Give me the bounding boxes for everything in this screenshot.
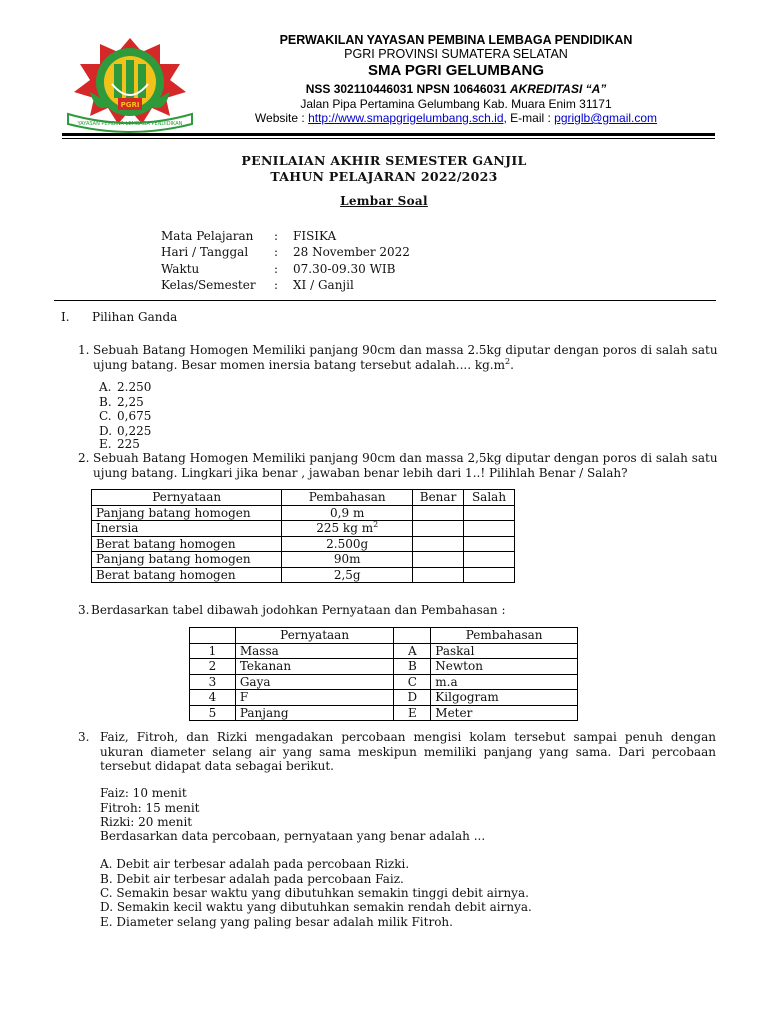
true-cell[interactable] xyxy=(413,567,464,583)
table-row xyxy=(92,552,515,568)
foundation-name: PERWAKILAN YAYASAN PEMBINA LEMBAGA PENDIDIKAN xyxy=(279,33,633,47)
province-name: PGRI PROVINSI SUMATERA SELATAN xyxy=(344,47,568,61)
true-cell[interactable] xyxy=(413,552,464,568)
table-row xyxy=(92,521,515,537)
q4-question: Berdasarkan data percobaan, pernyataan yang benar adalah ... xyxy=(100,829,486,843)
section-number: I. xyxy=(61,310,70,324)
q1-line2: ujung batang. Besar momen inersia batang tersebut adalah.... $kg.m^2$. xyxy=(93,356,514,372)
table-row xyxy=(190,643,578,659)
table-header: Pembahasan xyxy=(431,628,578,644)
section-title: Pilihan Ganda xyxy=(92,310,178,324)
discussion-cell: Paskal xyxy=(431,643,578,659)
contact-line: Website : http://www.smapgrigelumbang.sch.id, E-mail : pgriglb@gmail.com xyxy=(254,111,658,125)
table-row xyxy=(190,674,578,690)
false-cell[interactable] xyxy=(464,567,515,583)
q4-paragraph: Faiz, Fitroh, dan Rizki mengadakan percobaan mengisi kolam tersebut sampai penuh dengan ukuran diameter selang air yang sama meskipun memiliki panjang yang sama. Dari percobaan tersebut didapat data sebagai berikut. xyxy=(100,730,716,773)
answer-letter: C xyxy=(394,674,431,690)
q2-line1: Sebuah Batang Homogen Memiliki panjang 90cm dan massa 2,5kg diputar dengan poros di salah satu xyxy=(93,451,718,465)
table-row xyxy=(92,505,515,521)
q2-line2: ujung batang. Lingkari jika benar , jawaban benar lebih dari 1..! Pilihlah Benar / Salah? xyxy=(93,465,628,480)
q4-option: B. Debit air terbesar adalah pada percobaan Faiz. xyxy=(100,871,404,886)
q4-number: 3. xyxy=(78,730,90,744)
q2-number: 2. xyxy=(78,451,90,465)
info-row: Waktu : 07.30-09.30 WIB xyxy=(161,261,396,276)
discussion-cell: m.a xyxy=(431,674,578,690)
row-number: 3 xyxy=(190,674,236,690)
info-rule xyxy=(54,300,716,301)
q4-data-item: Fitroh: 15 menit xyxy=(100,800,200,815)
answer-letter: A xyxy=(394,643,431,659)
exam-year: TAHUN PELAJARAN 2022/2023 xyxy=(270,169,498,184)
row-number: 5 xyxy=(190,705,236,721)
q4-option: E. Diameter selang yang paling besar adalah milik Fitroh. xyxy=(100,914,453,929)
statement-cell: Berat batang homogen xyxy=(92,567,282,583)
row-number: 1 xyxy=(190,643,236,659)
school-address: Jalan Pipa Pertamina Gelumbang Kab. Muara Enim 31171 xyxy=(300,97,612,111)
q4-option: A. Debit air terbesar adalah pada percobaan Rizki. xyxy=(100,857,410,871)
q1-line1: Sebuah Batang Homogen Memiliki panjang 90cm dan massa 2.5kg diputar dengan poros di salah satu xyxy=(93,343,718,357)
discussion-cell: 2,5g xyxy=(282,567,413,583)
statement-cell: Gaya xyxy=(235,674,394,690)
nss-npsn: NSS 302110446031 NPSN 10646031 AKREDITASI “A” xyxy=(305,82,607,96)
statement-cell: Tekanan xyxy=(235,659,394,675)
discussion-cell: Kilgogram xyxy=(431,690,578,706)
q1-option: B. 2,25 xyxy=(99,394,144,409)
row-number: 4 xyxy=(190,690,236,706)
pgri-logo xyxy=(62,36,198,136)
accreditation: AKREDITASI “A” xyxy=(509,82,607,96)
q4-data-item: Rizki: 20 menit xyxy=(100,815,193,829)
discussion-cell: Newton xyxy=(431,659,578,675)
table-header: Salah xyxy=(464,490,515,506)
letterhead-rule-thin xyxy=(62,138,715,139)
table-header: Benar xyxy=(413,490,464,506)
discussion-cell: Meter xyxy=(431,705,578,721)
statement-cell: Panjang xyxy=(235,705,394,721)
q4-option: C. Semakin besar waktu yang dibutuhkan semakin tinggi debit airnya. xyxy=(100,886,529,900)
q2-table xyxy=(91,489,515,583)
logo-text: PGRI xyxy=(120,101,140,109)
info-row: Mata Pelajaran : FISIKA xyxy=(161,229,337,243)
discussion-cell: 2.500g xyxy=(282,536,413,552)
statement-cell: F xyxy=(235,690,394,706)
q1-option: C. 0,675 xyxy=(99,409,152,423)
statement-cell: Panjang batang homogen xyxy=(92,505,282,521)
answer-letter: B xyxy=(394,659,431,675)
false-cell[interactable] xyxy=(464,505,515,521)
q1-option: A. 2.250 xyxy=(99,380,152,394)
false-cell[interactable] xyxy=(464,552,515,568)
answer-letter: E xyxy=(394,705,431,721)
table-header: Pembahasan xyxy=(282,490,413,506)
table-row xyxy=(92,536,515,552)
table-row xyxy=(190,659,578,675)
website-link[interactable]: http://www.smapgrigelumbang.sch.id xyxy=(308,111,504,125)
q1-number: 1. xyxy=(78,343,90,357)
letterhead-rule-thick xyxy=(62,133,715,136)
q4-data-item: Faiz: 10 menit xyxy=(100,786,187,800)
table-row xyxy=(190,690,578,706)
q3-table xyxy=(189,627,578,721)
table-row xyxy=(190,705,578,721)
q3-text: Berdasarkan tabel dibawah jodohkan Pernyataan dan Pembahasan : xyxy=(91,603,506,617)
statement-cell: Massa xyxy=(235,643,394,659)
email-link[interactable]: pgriglb@gmail.com xyxy=(554,111,658,125)
row-number: 2 xyxy=(190,659,236,675)
table-header: Pernyataan xyxy=(235,628,394,644)
info-row: Kelas/Semester : XI / Ganjil xyxy=(161,277,354,292)
false-cell[interactable] xyxy=(464,521,515,537)
exam-title: PENILAIAN AKHIR SEMESTER GANJIL xyxy=(241,153,527,168)
info-row: Hari / Tanggal : 28 November 2022 xyxy=(161,245,410,260)
q4-option: D. Semakin kecil waktu yang dibutuhkan semakin rendah debit airnya. xyxy=(100,900,532,914)
q1-option: D. 0,225 xyxy=(99,423,152,438)
statement-cell: Inersia xyxy=(92,521,282,537)
statement-cell: Berat batang homogen xyxy=(92,536,282,552)
true-cell[interactable] xyxy=(413,536,464,552)
exam-info xyxy=(161,229,410,294)
q3-number: 3. xyxy=(78,603,90,617)
discussion-cell: 0,9 m xyxy=(282,505,413,521)
discussion-cell: 90m xyxy=(282,552,413,568)
statement-cell: Panjang batang homogen xyxy=(92,552,282,568)
logo-ribbon-text: YAYASAN PEMBINA LEMBAGA PENDIDIKAN xyxy=(77,121,183,127)
sheet-title: Lembar Soal xyxy=(340,194,428,208)
answer-letter: D xyxy=(394,690,431,706)
table-header-row xyxy=(190,628,578,644)
discussion-cell: 225 kg $m^2$ xyxy=(282,521,413,537)
q1-option: E. 225 xyxy=(99,437,140,451)
true-cell[interactable] xyxy=(413,505,464,521)
true-cell[interactable] xyxy=(413,521,464,537)
school-name: SMA PGRI GELUMBANG xyxy=(367,62,545,79)
table-header-row xyxy=(92,490,515,506)
false-cell[interactable] xyxy=(464,536,515,552)
letterhead xyxy=(216,33,696,126)
table-row xyxy=(92,567,515,583)
table-header: Pernyataan xyxy=(92,490,282,506)
